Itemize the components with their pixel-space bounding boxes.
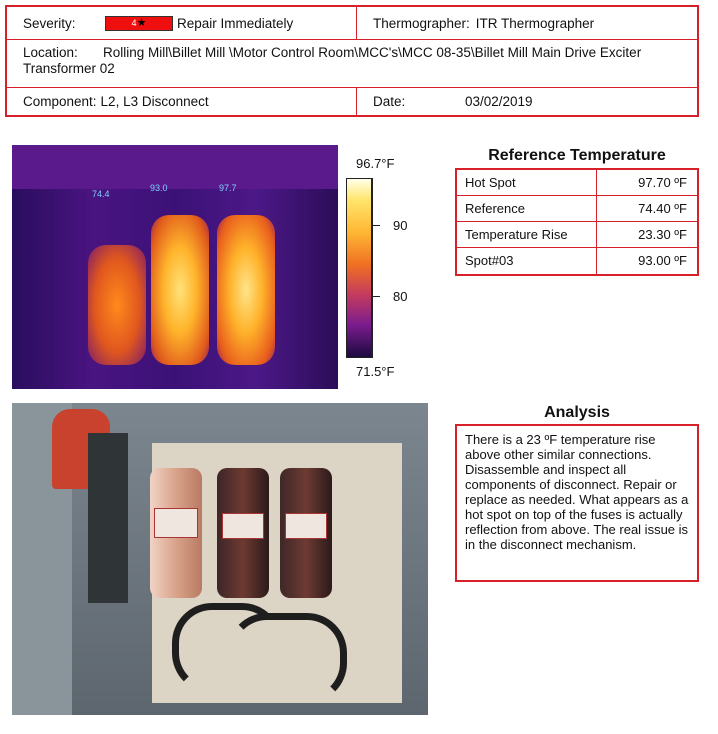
- scale-min-label: 71.5°F: [356, 364, 395, 379]
- photo-fuse-label-2: [222, 513, 264, 539]
- location-value: Rolling Mill\Billet Mill \Motor Control Room\MCC's\MCC 08-35\Billet Mill Main Drive Exciter Transformer 02: [23, 45, 642, 76]
- header-row-component: [7, 88, 697, 115]
- scale-tick-90-label: 90: [393, 218, 408, 233]
- date-cell: [357, 88, 697, 115]
- photo-cable-2: [227, 613, 347, 703]
- date-label: Date:: [373, 94, 406, 109]
- location-cell: [7, 40, 697, 87]
- severity-star-icon: ★: [136, 16, 147, 29]
- temperature-color-scale: [346, 178, 372, 358]
- severity-code: 4: [131, 17, 137, 28]
- reference-row: [457, 248, 697, 274]
- severity-text: Repair Immediately: [177, 15, 294, 31]
- tick-80: [373, 296, 380, 297]
- thermal-panel-top: [12, 145, 338, 189]
- photo-fuse-label-3: [285, 513, 327, 539]
- reference-row: [457, 196, 697, 222]
- component-label: Component:: [23, 94, 97, 109]
- header-row-severity: [7, 7, 697, 40]
- thermal-fuse-2: [151, 215, 209, 365]
- thermal-spot-1: 74.4: [92, 189, 110, 199]
- reference-row: [457, 222, 697, 248]
- reference-row-name: Hot Spot: [457, 170, 597, 195]
- thermal-image: [12, 145, 338, 389]
- severity-badge: [105, 16, 173, 31]
- scale-ticks: [372, 178, 382, 358]
- reference-row-name: Temperature Rise: [457, 222, 597, 247]
- date-value: 03/02/2019: [465, 94, 533, 109]
- thermal-spot-2: 93.0: [150, 183, 168, 193]
- reference-temperature-title: Reference Temperature: [488, 147, 666, 164]
- scale-max-label: 96.7°F: [356, 156, 395, 171]
- reference-row-value: 74.40 ºF: [638, 201, 687, 216]
- scale-tick-80-label: 80: [393, 289, 408, 304]
- component-value: L2, L3 Disconnect: [100, 94, 209, 109]
- reference-row-value: 93.00 ºF: [638, 253, 687, 268]
- reference-row-name: Reference: [457, 196, 597, 221]
- reference-row: [457, 170, 697, 196]
- header-row-location: [7, 40, 697, 88]
- thermographer-cell: [357, 7, 697, 39]
- report-header-table: [5, 5, 699, 117]
- thermal-fuse-1: [88, 245, 146, 365]
- location-label: Location:: [23, 45, 78, 60]
- reference-row-name: Spot#03: [457, 248, 597, 274]
- thermographer-value: ITR Thermographer: [475, 15, 595, 31]
- reference-temperature-table: [455, 168, 699, 276]
- visual-photo: [12, 403, 428, 715]
- analysis-text: There is a 23 ºF temperature rise above other similar connections. Disassemble and inspect all components of disconnect. Repair or replace as needed. What appears as a hot spot on top of the fuses is actually reflection from above. The real issue is in the disconnect mechanism.: [455, 424, 699, 582]
- reference-row-value: 97.70 ºF: [638, 175, 687, 190]
- photo-fuse-label-1: [154, 508, 198, 538]
- severity-cell: [7, 7, 357, 39]
- tick-90: [373, 225, 380, 226]
- severity-label: Severity:: [23, 15, 76, 31]
- thermal-spot-3: 97.7: [219, 183, 237, 193]
- thermal-fuse-3: [217, 215, 275, 365]
- analysis-title: Analysis: [544, 404, 610, 421]
- thermographer-label: Thermographer:: [373, 15, 470, 31]
- reference-row-value: 23.30 ºF: [638, 227, 687, 242]
- photo-disconnect-handle: [88, 433, 128, 603]
- component-cell: [7, 88, 357, 115]
